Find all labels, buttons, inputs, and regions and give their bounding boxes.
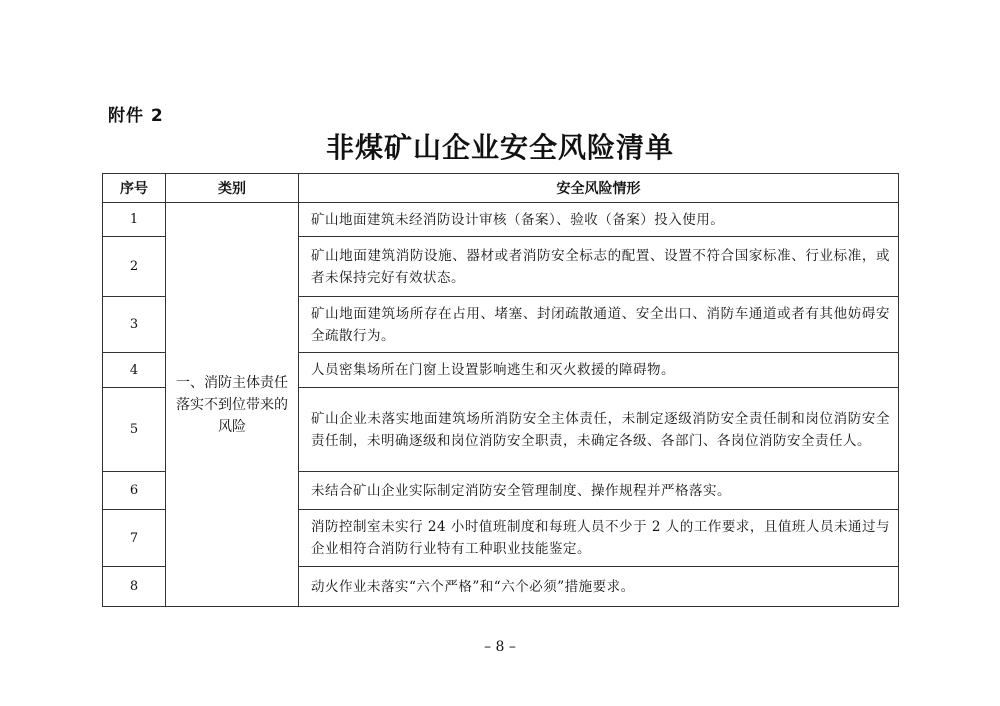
header-risk: 安全风险情形 (299, 174, 899, 203)
row-seq: 1 (103, 203, 166, 237)
row-text: 未结合矿山企业实际制定消防安全管理制度、操作规程并严格落实。 (299, 472, 899, 510)
page-number: – 8 – (484, 639, 516, 655)
row-seq: 3 (103, 297, 166, 353)
row-seq: 5 (103, 388, 166, 472)
row-text: 消防控制室未实行 24 小时值班制度和每班人员不少于 2 人的工作要求，且值班人员未通过与企业相符合消防行业特有工种职业技能鉴定。 (299, 510, 899, 567)
table-header-row (103, 174, 899, 203)
category-cell: 一、消防主体责任落实不到位带来的风险 (166, 203, 299, 607)
row-text: 人员密集场所在门窗上设置影响逃生和灭火救援的障碍物。 (299, 353, 899, 388)
row-seq: 8 (103, 567, 166, 607)
row-text: 动火作业未落实“六个严格”和“六个必须”措施要求。 (299, 567, 899, 607)
row-text: 矿山地面建筑未经消防设计审核（备案）、验收（备案）投入使用。 (299, 203, 899, 237)
header-seq: 序号 (103, 174, 166, 203)
row-seq: 4 (103, 353, 166, 388)
table-row (103, 203, 899, 237)
row-seq: 7 (103, 510, 166, 567)
row-text: 矿山地面建筑场所存在占用、堵塞、封闭疏散通道、安全出口、消防车通道或者有其他妨碍安全疏散行为。 (299, 297, 899, 353)
risk-table (102, 173, 899, 607)
row-seq: 6 (103, 472, 166, 510)
row-text: 矿山地面建筑消防设施、器材或者消防安全标志的配置、设置不符合国家标准、行业标准，或者未保持完好有效状态。 (299, 237, 899, 297)
row-seq: 2 (103, 237, 166, 297)
attachment-label: 附件 2 (108, 106, 164, 126)
header-category: 类别 (166, 174, 299, 203)
document-title: 非煤矿山企业安全风险清单 (325, 131, 674, 164)
row-text: 矿山企业未落实地面建筑场所消防安全主体责任，未制定逐级消防安全责任制和岗位消防安全责任制，未明确逐级和岗位消防安全职责，未确定各级、各部门、各岗位消防安全责任人。 (299, 388, 899, 472)
